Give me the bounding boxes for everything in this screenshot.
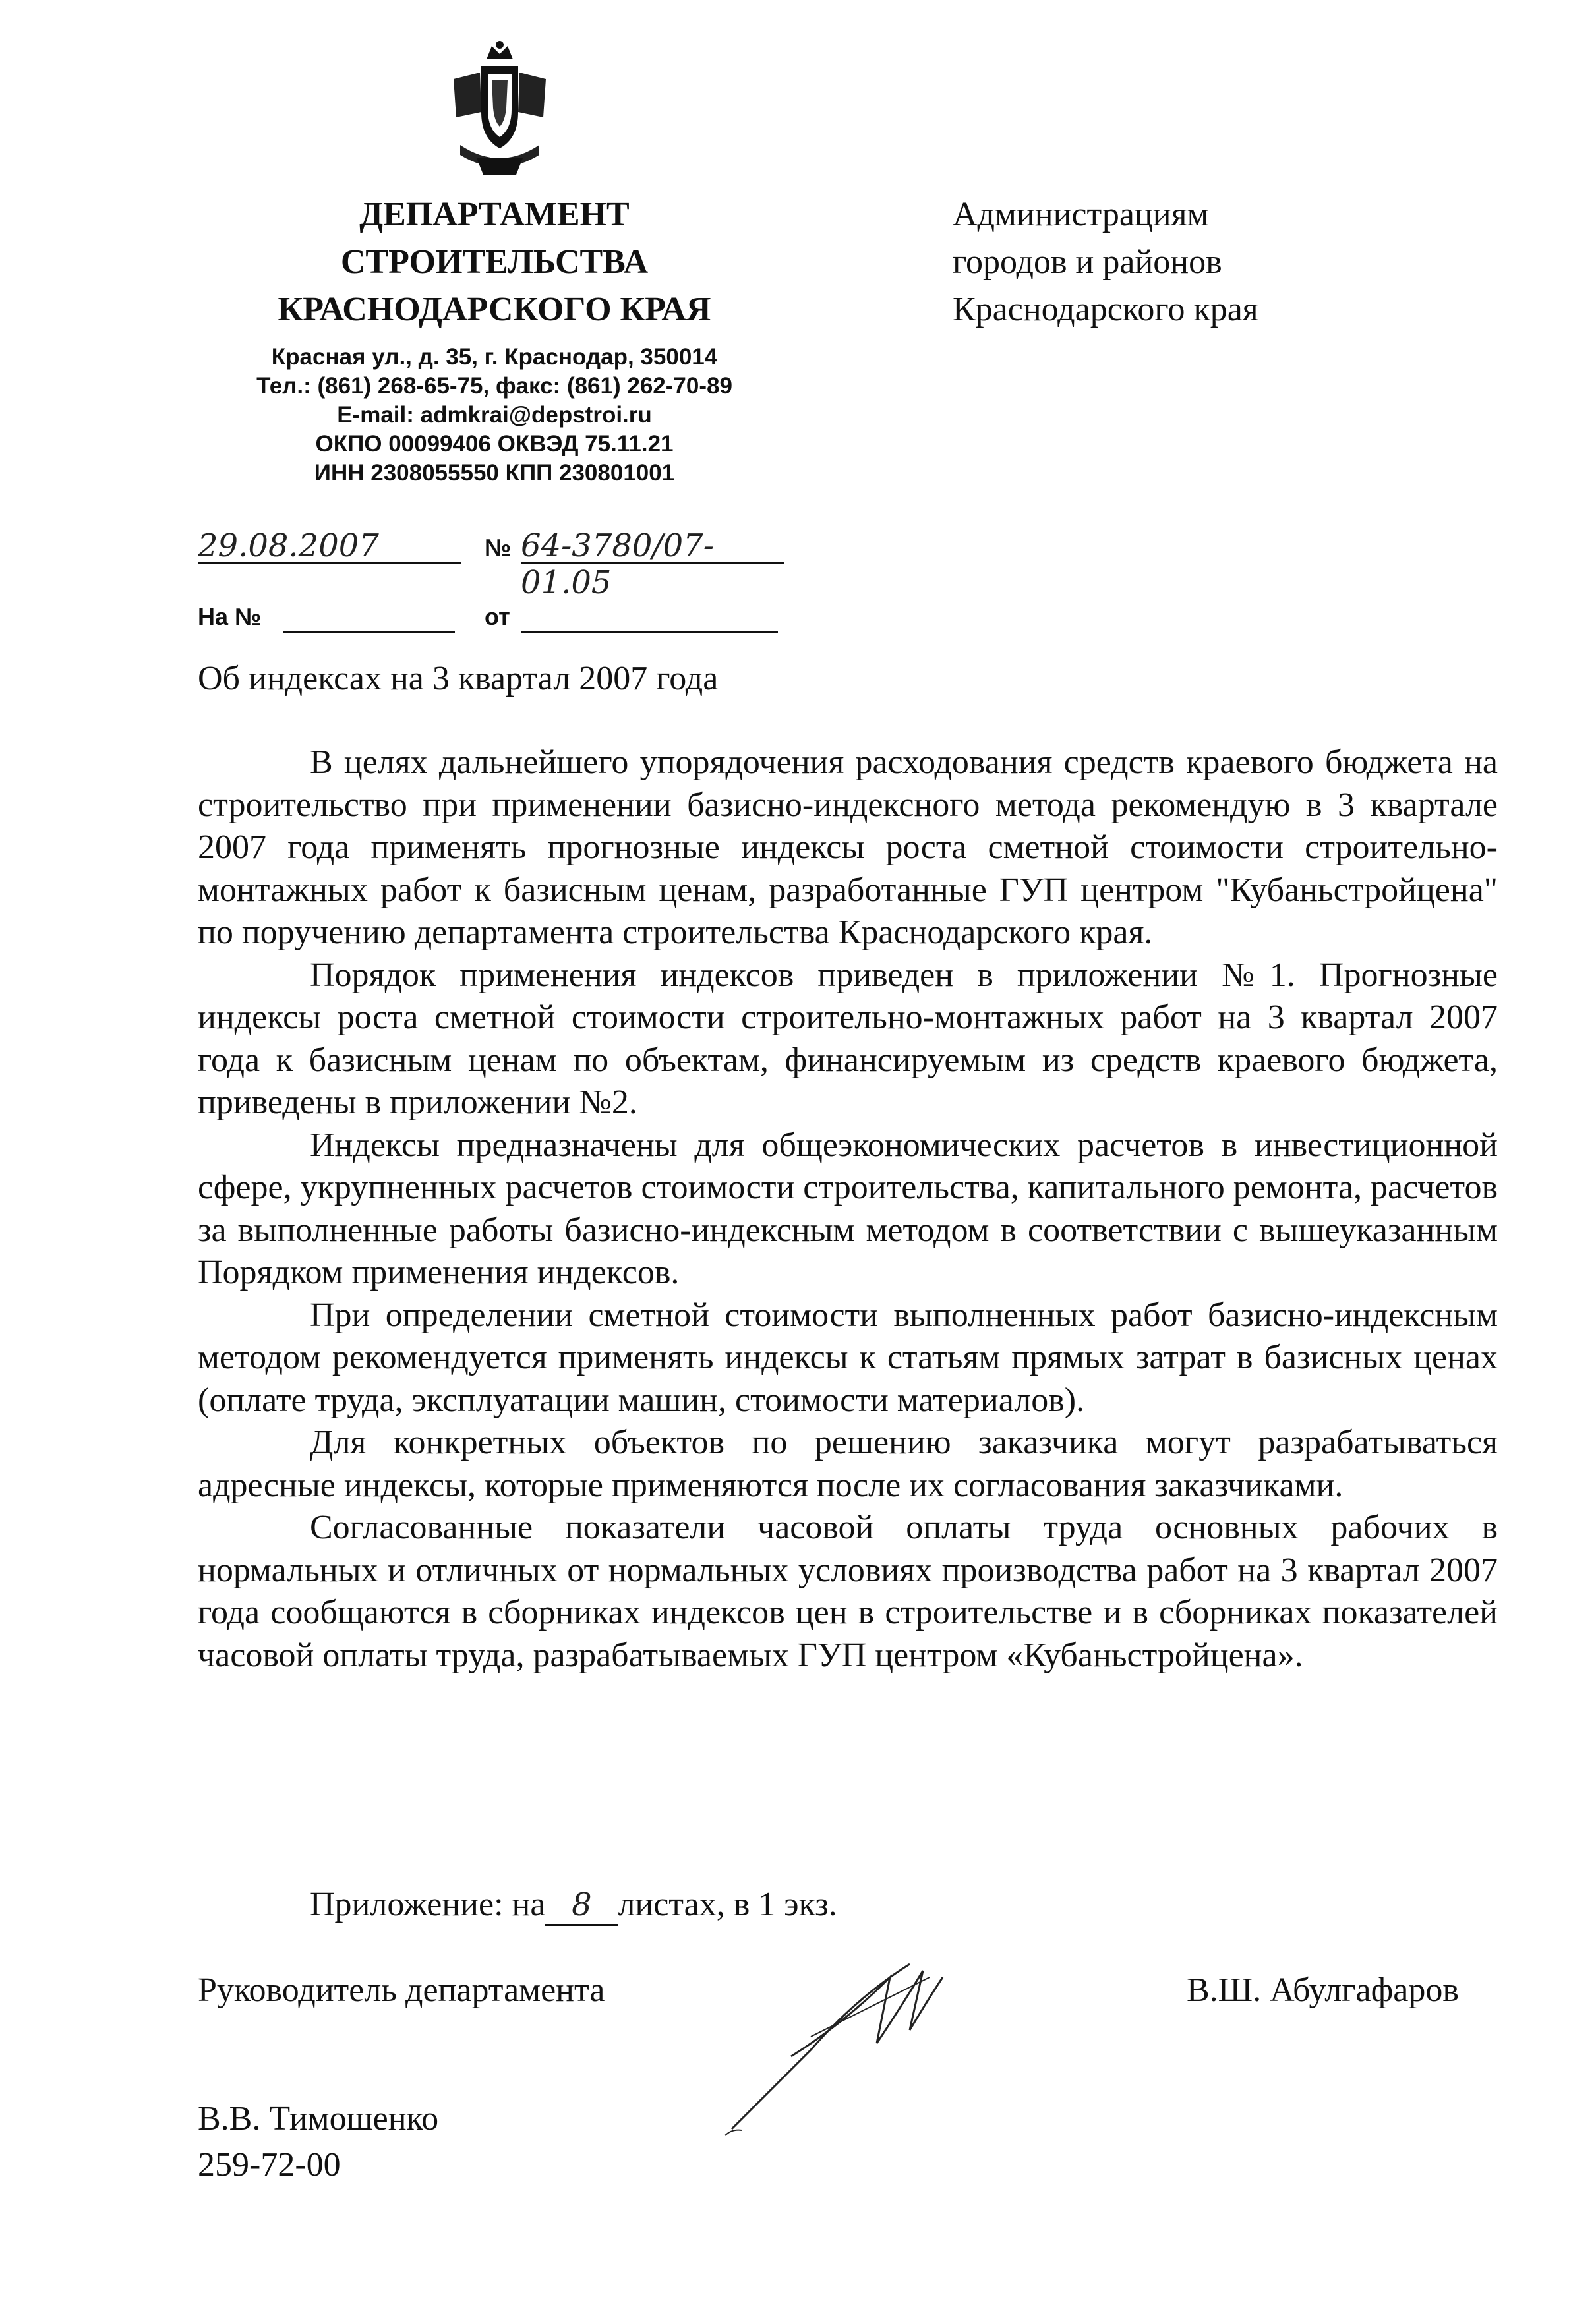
body-paragraph-4: При определении сметной стоимости выполненных работ базисно-индексным методом рекомендуется применять индексы к статьям прямых затрат в базисных ценах (оплате труда, эксплуатации машин, стоимости материалов). (198, 1296, 1498, 1419)
addressee-line-2: городов и районов (953, 243, 1222, 281)
dept-title-line-1: ДЕПАРТАМЕНТ (359, 196, 630, 233)
handwritten-signature (712, 1951, 1015, 2149)
letterhead-contacts (165, 343, 824, 488)
ref-label: На № (198, 603, 262, 630)
executor-phone: 259-72-00 (198, 2146, 341, 2184)
body-paragraph-5: Для конкретных объектов по решению заказчика могут разрабатываться адресные индексы, которые применяются после их согласования заказчиками. (198, 1424, 1498, 1504)
contact-address: Красная ул., д. 35, г. Краснодар, 350014 (271, 344, 718, 370)
attachment-line (310, 1885, 837, 1926)
signer-role: Руководитель департамента (198, 1971, 605, 2009)
dept-title-line-3: КРАСНОДАРСКОГО КРАЯ (278, 291, 711, 328)
body-paragraph-1: В целях дальнейшего упорядочения расходования средств краевого бюджета на строительство при применении базисно-индексного метода рекомендую в 3 квартале 2007 года применять прогнозные индексы роста сметной стоимости строительно-монтажных работ к базисным ценам, разработанные ГУП центром "Кубаньстройцена" по поручению департамента строительства Краснодарского края. (198, 743, 1498, 951)
number-label: № (485, 534, 512, 561)
handwritten-number: 64-3780/07-01.05 (521, 527, 714, 601)
from-label: от (485, 603, 510, 630)
addressee-line-1: Администрациям (953, 196, 1209, 233)
handwritten-date: 29.08.2007 (198, 527, 379, 564)
body-paragraph-3: Индексы предназначены для общеэкономических расчетов в инвестиционной сфере, укрупненных расчетов стоимости строительства, капитального ремонта, расчетов за выполненные работы базисно-индексным методом в соответствии с вышеуказанным Порядком применения индексов. (198, 1126, 1498, 1291)
body-paragraph-6: Согласованные показатели часовой оплаты труда основных рабочих в нормальных и отличных от нормальных условиях производства работ на 3 квартал 2007 года сообщаются в сборниках индексов цен в строительстве и в сборниках показателей часовой оплаты труда, разрабатываемых ГУП центром «Кубаньстройцена». (198, 1509, 1498, 1674)
contact-inn: ИНН 2308055550 КПП 230801001 (314, 460, 675, 486)
addressee-line-3: Краснодарского края (953, 291, 1258, 328)
contact-email: E-mail: admkrai@depstroi.ru (337, 402, 652, 428)
department-title (165, 191, 824, 334)
contact-phone-fax: Тел.: (861) 268-65-75, факс: (861) 262-70-89 (256, 373, 732, 399)
contact-okpo: ОКПО 00099406 ОКВЭД 75.11.21 (315, 431, 674, 457)
executor-block (198, 2096, 438, 2188)
coat-of-arms-emblem (440, 40, 559, 178)
executor-name: В.В. Тимошенко (198, 2100, 439, 2137)
addressee-block (953, 191, 1546, 334)
signer-name: В.Ш. Абулгафаров (1187, 1971, 1459, 2009)
letter-subject: Об индексах на 3 квартал 2007 года (198, 660, 719, 697)
dept-title-line-2: СТРОИТЕЛЬСТВА (340, 243, 649, 281)
attachment-pages-handwritten: 8 (572, 1886, 592, 1923)
attachment-prefix: Приложение: на (310, 1886, 546, 1923)
ref-number-line (283, 596, 455, 633)
body-paragraph-2: Порядок применения индексов приведен в приложении №1. Прогнозные индексы роста сметной стоимости строительно-монтажных работ на 3 квартал 2007 года к базисным ценам по объектам, финансируемым из средств краевого бюджета, приведены в приложении №2. (198, 956, 1498, 1121)
attachment-suffix: листах, в 1 экз. (618, 1886, 837, 1923)
number-line (521, 527, 784, 601)
letter-body (198, 741, 1498, 1677)
date-line (198, 527, 461, 564)
attachment-pages-blank (545, 1885, 618, 1926)
ref-date-line (521, 596, 778, 633)
